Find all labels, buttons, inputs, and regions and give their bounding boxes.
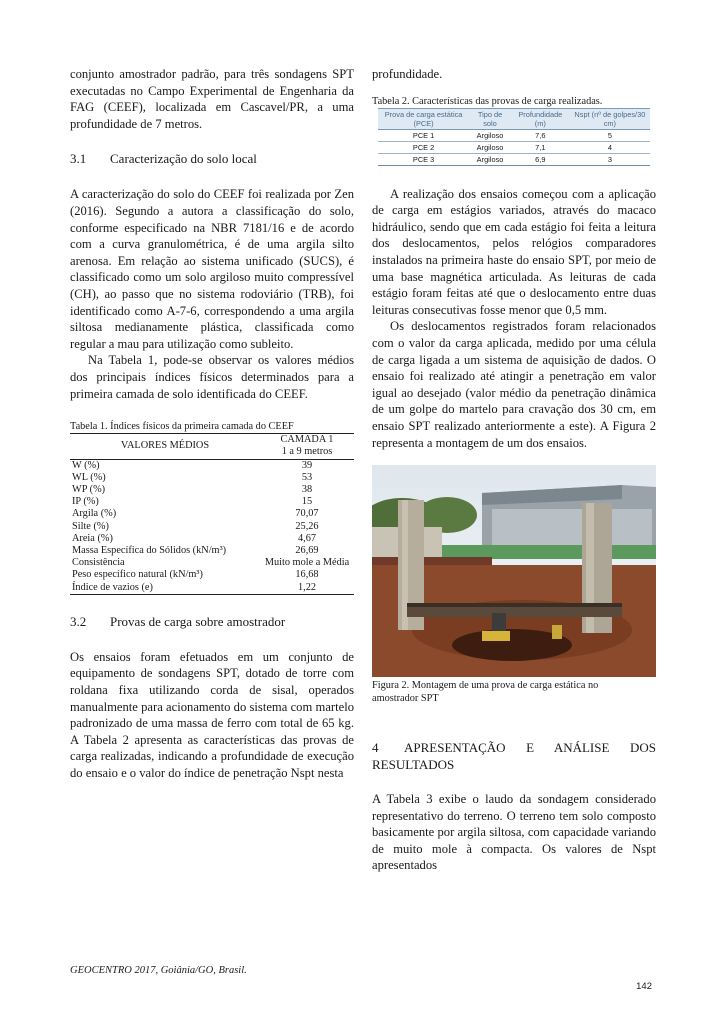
page-number: 142 — [636, 981, 652, 992]
table1-row-value: 26,69 — [295, 544, 319, 556]
table1-row-label: WL (%) — [72, 471, 106, 483]
intro-paragraph: conjunto amostrador padrão, para três sondagens SPT executadas no Campo Experimental de Engenharia da FAG (CEEF), localizada em Cascavel/PR, a uma profundidade de 7 metros. — [70, 67, 354, 131]
figure2-photo — [372, 465, 656, 677]
section-4-heading — [372, 739, 656, 773]
table1-row-value: 16,68 — [295, 569, 319, 581]
table1-row-value: 15 — [301, 496, 313, 508]
table1-row-label: IP (%) — [72, 496, 99, 508]
table1-body — [70, 459, 354, 594]
table1-row-value: 1,22 — [297, 581, 317, 593]
table2-cell: 3 — [570, 153, 650, 165]
table1-row-label: Areia (%) — [72, 532, 113, 544]
table1-row-label: Argila (%) — [72, 508, 117, 520]
table1-caption: Tabela 1. Índices físicos da primeira camada do CEEF — [70, 421, 294, 433]
table1-row-label: W (%) — [72, 459, 100, 471]
table2-caption: Tabela 2. Características das provas de carga realizadas. — [372, 95, 603, 107]
table1-row-value: 25,26 — [295, 520, 319, 532]
table1-row-value: 70,07 — [295, 508, 319, 520]
displacement-paragraph: Os deslocamentos registrados foram relacionados com o valor da carga aplicada, medido por uma célula de carga ligada a um sistema de aquisição de dados. O ensaio foi realizado até atingir a penetração em valor igual ao desejado (valor médio da penetração dinâmica de um golpe do martelo para cravação dos 30 cm, em ensaio SPT realizado anteriormente a este). A Figura 2 representa a montagem de um dos ensaios. — [372, 319, 656, 450]
table1-row-value: Muito mole a Média — [264, 557, 350, 569]
table2-cell: 7,1 — [511, 141, 570, 153]
table1-row-label: Massa Específica do Sólidos (kN/m³) — [72, 544, 227, 556]
table2-cell: Argiloso — [469, 141, 511, 153]
section-title: Caracterização do solo local — [110, 151, 257, 167]
table1-row-label: WP (%) — [72, 483, 106, 495]
load-test-setup-photo — [372, 465, 656, 677]
table1-row — [70, 472, 354, 484]
table2-cell: PCE 2 — [378, 141, 469, 153]
table3-paragraph: A Tabela 3 exibe o laudo da sondagem considerado representativo do terreno. O terreno tem solo composto basicamente por argila siltosa, com capacidade variando de muito mole à compacta. Os valores de Nspt apresentados — [372, 792, 656, 873]
table2-header-cell: Tipo de solo — [469, 108, 511, 129]
section-3-1-heading — [70, 150, 354, 167]
table2-cell: PCE 1 — [378, 129, 469, 141]
table2-header-cell: Nspt (nº de golpes/30 cm) — [570, 108, 650, 129]
table2-cell: PCE 3 — [378, 153, 469, 165]
table1 — [70, 433, 354, 595]
depth-continuation: profundidade. — [372, 67, 443, 81]
table1-row-value: 39 — [301, 459, 313, 471]
table1-row-value: 53 — [301, 471, 313, 483]
table2-row — [378, 153, 650, 165]
table1-row — [70, 459, 354, 472]
table2-body — [378, 129, 650, 165]
section-number: 3.2 — [70, 613, 87, 629]
table2-cell: 4 — [570, 141, 650, 153]
table1-row — [70, 545, 354, 557]
table1-header-label: VALORES MÉDIOS — [120, 440, 210, 452]
table1-row-label: Peso específico natural (kN/m³) — [72, 569, 203, 581]
table2-cell: 6,9 — [511, 153, 570, 165]
left-column — [70, 66, 354, 781]
table2-header-row — [378, 108, 650, 129]
table2-row — [378, 141, 650, 153]
section-number: 4 — [372, 740, 379, 756]
table1-header-layer: CAMADA 1 1 a 9 metros — [280, 434, 334, 458]
soil-paragraph: A caracterização do solo do CEEF foi realizada por Zen (2016). Segundo a autora a classificação do solo, conforme especificado na NBR 7181/16 e de acordo com a curva granulométrica, é de uma argila silto arenosa. Em relação ao sistema unificado (SUCS), é classificado como um solo argiloso muito compressível (CH), ao passo que no sistema rodoviário (TRB), foi identificado como A-7-6, correspondendo a uma argila siltosa medianamente plástica, classificada como regular a mau para utilização como subleito. — [70, 187, 354, 351]
table2-header-cell: Prova de carga estática (PCE) — [378, 108, 469, 129]
table1-row-value: 38 — [301, 483, 313, 495]
table1-row — [70, 582, 354, 595]
tests-paragraph: Os ensaios foram efetuados em um conjunto de equipamento de sondagens SPT, dotado de torre com roldana fixa utilizando corda de sisal, operados manualmente para acionamento do sistema com martelo padronizado de uma massa de ferro com total de 65 kg. A Tabela 2 apresenta as características das provas de carga realizadas, indicando a profundidade de execução do ensaio e o valor do índice de penetração Nspt nesta — [70, 649, 354, 780]
table1-row — [70, 557, 354, 569]
table2-header-cell: Profundidade (m) — [511, 108, 570, 129]
section-number: 3.1 — [70, 151, 87, 167]
table2-cell: 7,6 — [511, 129, 570, 141]
table1-row — [70, 569, 354, 581]
figure2-caption: Figura 2. Montagem de uma prova de carga estática no amostrador SPT — [372, 680, 599, 705]
journal-footer: GEOCENTRO 2017, Goiânia/GO, Brasil. — [70, 965, 247, 976]
section-3-2-heading — [70, 613, 354, 630]
table1-row — [70, 533, 354, 545]
procedure-paragraph: A realização dos ensaios começou com a aplicação de carga em estágios variados, através do macaco hidráulico, sendo que em cada estágio foi feita a leitura dos deslocamentos, pelos relógios comparadores instalados na primeira haste do ensaio SPT, por meio de uma base magnética articulada. As leituras de cada estágio foram feitas até que o deslocamento entre duas leituras consecutivas fosse menor que 0,5 mm. — [372, 186, 656, 317]
section-title: Provas de carga sobre amostrador — [110, 613, 286, 629]
right-column — [372, 66, 656, 874]
table1-row — [70, 496, 354, 508]
table2 — [378, 108, 650, 166]
table2-row — [378, 129, 650, 141]
table1-row — [70, 521, 354, 533]
table2-cell: Argiloso — [469, 153, 511, 165]
table1-row-label: Silte (%) — [72, 520, 109, 532]
table2-cell: Argiloso — [469, 129, 511, 141]
table1-row-label: Consistência — [72, 557, 125, 569]
table1-header-row — [70, 434, 354, 459]
table1-row — [70, 508, 354, 520]
table1-reference-paragraph: Na Tabela 1, pode-se observar os valores médios dos principais índices físicos determinados para a primeira camada de solo identificada do CEEF. — [70, 353, 354, 401]
table2-cell: 5 — [570, 129, 650, 141]
table1-row-label: Índice de vazios (e) — [72, 581, 153, 593]
section-title: APRESENTAÇÃO E ANÁLISE DOS RESULTADOS — [372, 740, 656, 773]
table1-row — [70, 484, 354, 496]
table1-row-value: 4,67 — [297, 532, 317, 544]
